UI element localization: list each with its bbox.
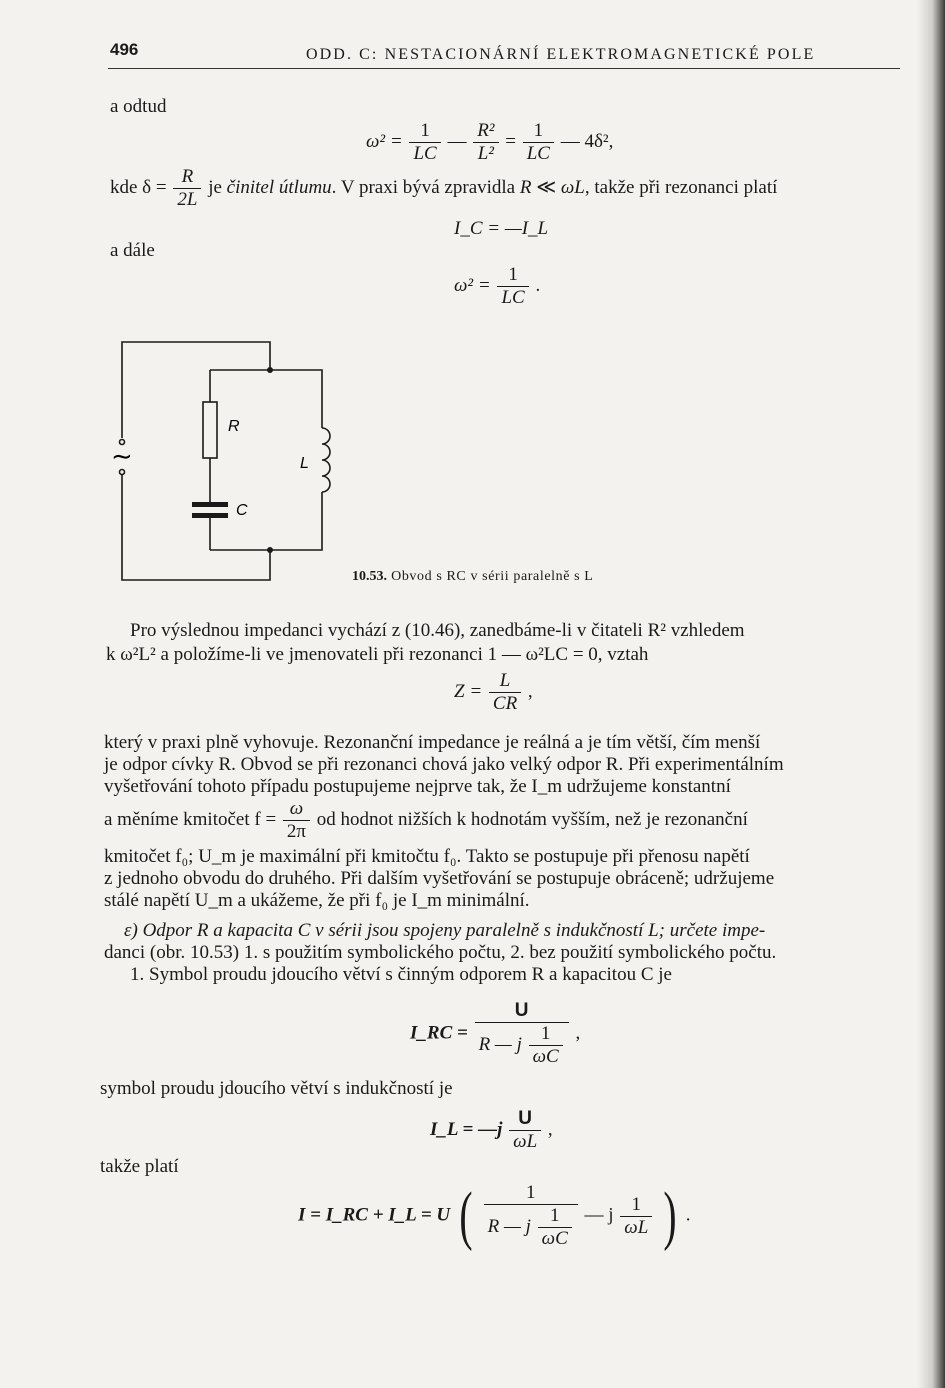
equation-omega-squared-2: ω² = $\frac{1}{LC}$ . bbox=[454, 264, 541, 308]
paragraph-2-line-1: který v praxi plně vyhovuje. Rezonanční impedance je reálná a je tím větší, čím menší bbox=[104, 732, 761, 753]
paragraph-3-line-1: ε) Odpor R a kapacita C v sérii jsou spojeny paralelně s indukčností L; určete impe- bbox=[124, 920, 766, 941]
equation-total-current: I = I_RC + I_L = U ( 1 R — j $\frac{1}{\omega C}$ — j $\frac{1}{\omega L}$ ) . bbox=[298, 1179, 691, 1252]
capacitor-plate-bottom bbox=[192, 513, 228, 518]
ac-source-icon: ∼ bbox=[111, 441, 133, 471]
paragraph-2-line-4: a měníme kmitočet f = $\frac{\omega}{2\pi}$ od hodnot nižších k hodnotám vyšším, než je rezonanční bbox=[104, 798, 748, 842]
wire-bottom bbox=[122, 474, 270, 580]
wire-inner-bottom bbox=[210, 492, 322, 550]
page-number: 496 bbox=[110, 40, 139, 59]
label-R: R bbox=[228, 418, 240, 435]
paragraph-2-line-6: z jednoho obvodu do druhého. Při dalším vyšetřování se postupuje obráceně; udržujeme bbox=[104, 868, 775, 889]
right-paren: ) bbox=[663, 1179, 677, 1252]
resistor-symbol bbox=[203, 402, 217, 458]
label-C: C bbox=[236, 502, 248, 519]
junction-bottom bbox=[267, 547, 273, 553]
text-kde-delta: kde δ = $\frac{R}{2L}$ je činitel útlumu. V praxi bývá zpravidla R ≪ ωL, takže při rezonanci platí bbox=[110, 166, 778, 210]
paragraph-2-line-2: je odpor cívky R. Obvod se při rezonanci chová jako velký odpor R. Při experimentálním bbox=[104, 754, 784, 775]
paragraph-2-line-5: kmitočet f₀; U_m je maximální při kmitočtu f₀. Takto se postupuje při přenosu napětí bbox=[104, 846, 750, 867]
text-a-odtud: a odtud bbox=[110, 96, 167, 117]
wire-top bbox=[122, 342, 270, 438]
paragraph-3-line-2: danci (obr. 10.53) 1. s použitím symbolického počtu, 2. bez použití symbolického počtu. bbox=[104, 942, 777, 963]
equation-ic-il: I_C = —I_L bbox=[454, 218, 549, 239]
equation-impedance-z: Z = $\frac{L}{CR}$ , bbox=[454, 670, 533, 714]
left-paren: ( bbox=[459, 1179, 473, 1252]
equation-omega-squared-1: ω² = $\frac{1}{LC}$ — $\frac{\text{R²}}{\text{L²}}$ = $\frac{1}{LC}$ — 4δ², bbox=[366, 120, 614, 164]
capacitor-plate-top bbox=[192, 502, 228, 507]
label-L: L bbox=[300, 455, 309, 472]
text-symbol-proudu: symbol proudu jdoucího větví s indukčností je bbox=[100, 1078, 453, 1099]
paragraph-1-line-2: k ω²L² a položíme-li ve jmenovateli při rezonanci 1 — ω²LC = 0, vztah bbox=[106, 644, 649, 665]
junction-top bbox=[267, 367, 273, 373]
text-takze-plati: takže platí bbox=[100, 1156, 179, 1177]
running-title: ODD. C: NESTACIONÁRNÍ ELEKTROMAGNETICKÉ POLE bbox=[306, 46, 816, 63]
paragraph-2-line-7: stálé napětí U_m a ukážeme, že při f₀ je I_m minimální. bbox=[104, 890, 530, 911]
equation-i-rc: I_RC = U R — j $\frac{1}{\omega C}$ , bbox=[410, 1000, 581, 1067]
wire-inner-top bbox=[210, 370, 322, 428]
paragraph-2-line-3: vyšetřování tohoto případu postupujeme nejprve tak, že I_m udržujeme konstantní bbox=[104, 776, 731, 797]
circuit-diagram bbox=[108, 334, 348, 590]
page-edge-shadow bbox=[917, 0, 945, 1388]
text-a-dale: a dále bbox=[110, 240, 155, 261]
paragraph-1-line-1: Pro výslednou impedanci vychází z (10.46), zanedbáme-li v čitateli R² vzhledem bbox=[130, 620, 745, 641]
inductor-symbol bbox=[322, 428, 330, 492]
paragraph-3-line-3: 1. Symbol proudu jdoucího větví s činným odporem R a kapacitou C je bbox=[130, 964, 672, 985]
header-rule bbox=[108, 68, 900, 69]
figure-caption: 10.53. Obvod s RC v sérii paralelně s L bbox=[352, 569, 594, 584]
equation-i-l: I_L = —j $\frac{U}{\omega L}$ , bbox=[430, 1108, 553, 1152]
